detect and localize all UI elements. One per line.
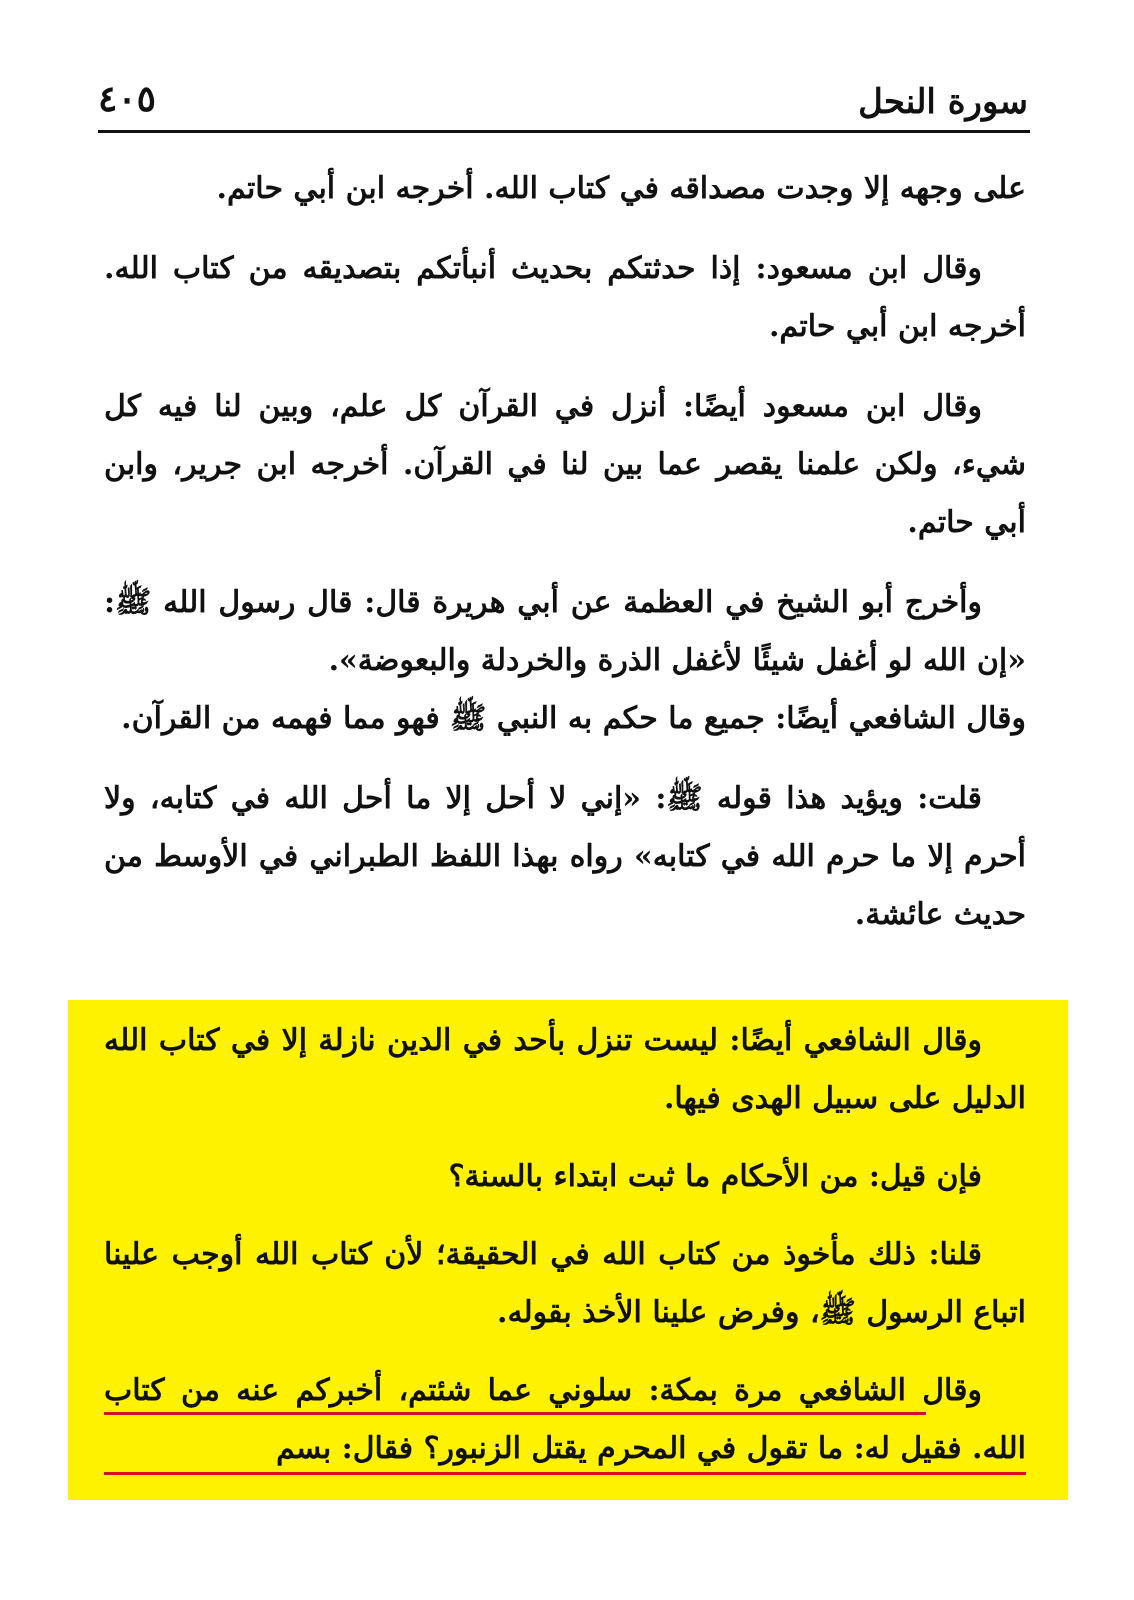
paragraph: قلت: ويؤيد هذا قوله ﷺ: «إني لا أحل إلا ما أحل الله في كتابه، ولا أحرم إلا ما حرم الله في كتابه» رواه بهذا اللفظ الطبراني في الأوسط من حديث عائشة. (104, 781, 1026, 932)
red-underline (104, 1412, 926, 1415)
page-number: ٤٠٥ (98, 78, 157, 120)
highlighted-text (104, 1012, 1026, 1498)
main-text (104, 160, 1026, 966)
paragraph: وقال ابن مسعود: إذا حدثتكم بحديث أنبأتكم بتصديقه من كتاب الله. أخرجه ابن أبي حاتم. (104, 251, 1026, 344)
paragraph: على وجهه إلا وجدت مصداقه في كتاب الله. أخرجه ابن أبي حاتم. (216, 171, 1026, 206)
page-header (98, 72, 1028, 130)
surah-title: سورة النحل (858, 82, 1028, 122)
red-underline (104, 1472, 1026, 1475)
highlighted-paragraph: قلنا: ذلك مأخوذ من كتاب الله في الحقيقة؛ لأن كتاب الله أوجب علينا اتباع الرسول ﷺ، وفرض علينا الأخذ بقوله. (104, 1237, 1026, 1330)
highlighted-paragraph: فإن قيل: من الأحكام ما ثبت ابتداء بالسنة؟ (448, 1159, 982, 1194)
highlighted-paragraph: وقال الشافعي مرة بمكة: سلوني عما شئتم، أخبركم عنه من كتاب الله. فقيل له: ما تقول في المحرم يقتل الزنبور؟ فقال: بسم (104, 1373, 1026, 1466)
highlighted-paragraph: وقال الشافعي أيضًا: ليست تنزل بأحد في الدين نازلة إلا في كتاب الله الدليل على سبيل الهدى فيها. (104, 1023, 1026, 1116)
paragraph: وقال الشافعي أيضًا: جميع ما حكم به النبي ﷺ فهو مما فهمه من القرآن. (121, 701, 1026, 736)
paragraph: وقال ابن مسعود أيضًا: أنزل في القرآن كل علم، وبين لنا فيه كل شيء، ولكن علمنا يقصر عما بين لنا في القرآن. أخرجه ابن جرير، وابن أبي حاتم. (104, 389, 1026, 540)
paragraph: وأخرج أبو الشيخ في العظمة عن أبي هريرة قال: قال رسول الله ﷺ: «إن الله لو أغفل شيئًا لأغفل الذرة والخردلة والبعوضة». (104, 585, 1026, 678)
header-rule (98, 130, 1030, 133)
